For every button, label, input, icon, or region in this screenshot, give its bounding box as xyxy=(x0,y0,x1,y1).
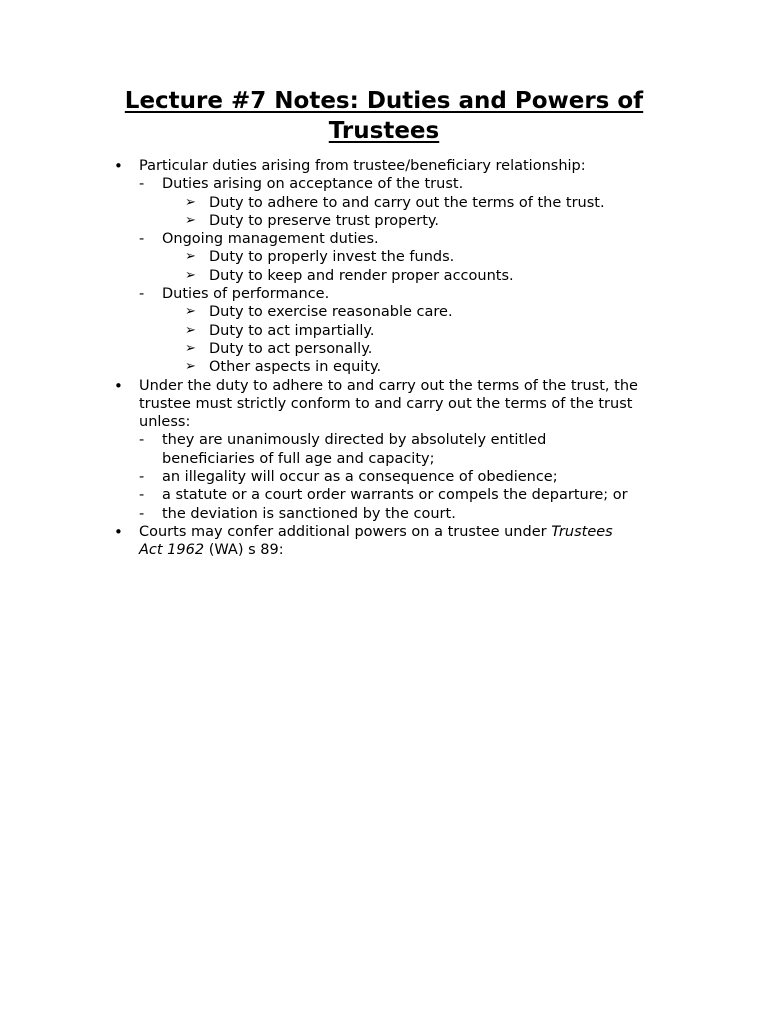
list-item-text: an illegality will occur as a consequence of obedience; xyxy=(162,469,558,486)
arrow-bullet-icon: ➢ xyxy=(185,267,196,283)
list-item-text: Duty to properly invest the funds. xyxy=(209,249,455,266)
list-item-text: a statute or a court order warrants or compels the departure; or xyxy=(162,487,628,504)
arrow-bullet-icon: ➢ xyxy=(185,359,196,375)
list-item xyxy=(0,358,768,376)
plain-text: (WA) s 89: xyxy=(204,542,284,559)
list-item xyxy=(0,468,768,486)
dash-marker: - xyxy=(139,286,145,303)
list-item-text: trustee must strictly conform to and carry out the terms of the trust xyxy=(139,395,633,412)
list-item xyxy=(0,194,768,212)
list-item-text: Under the duty to adhere to and carry out the terms of the trust, the xyxy=(139,377,638,394)
statute-name-italic: Act 1962 xyxy=(139,542,205,559)
list-item-text: the deviation is sanctioned by the court. xyxy=(162,505,456,522)
plain-text: Courts may confer additional powers on a trustee under xyxy=(139,523,552,540)
bullet-marker: • xyxy=(114,157,123,175)
dash-marker: - xyxy=(139,231,145,248)
list-item xyxy=(0,322,768,340)
list-item xyxy=(0,248,768,266)
arrow-bullet-icon: ➢ xyxy=(185,249,196,265)
notes-body xyxy=(0,157,768,560)
title-line-1: Lecture #7 Notes: Duties and Powers of xyxy=(124,88,644,114)
list-item-text: beneficiaries of full age and capacity; xyxy=(162,450,435,467)
list-item-text: Other aspects in equity. xyxy=(209,359,382,376)
list-item xyxy=(0,523,768,541)
list-item-text: Duties of performance. xyxy=(162,286,330,303)
title-line-2: Trustees xyxy=(328,118,440,144)
list-item-text: they are unanimously directed by absolutely entitled xyxy=(162,432,547,449)
list-item xyxy=(0,377,768,395)
list-item-continuation xyxy=(0,450,768,468)
list-item-text: Particular duties arising from trustee/beneficiary relationship: xyxy=(139,158,586,174)
list-item xyxy=(0,303,768,321)
arrow-bullet-icon: ➢ xyxy=(185,304,196,320)
list-item-continuation xyxy=(0,395,768,413)
list-item-text: Duty to exercise reasonable care. xyxy=(209,304,453,321)
list-item xyxy=(0,175,768,193)
list-item xyxy=(0,157,768,175)
arrow-bullet-icon: ➢ xyxy=(185,340,196,356)
list-item-text: Ongoing management duties. xyxy=(162,231,379,248)
list-item-text: Duty to keep and render proper accounts. xyxy=(209,267,514,284)
list-item-continuation xyxy=(0,413,768,431)
list-item xyxy=(0,486,768,504)
list-item-text: Duty to adhere to and carry out the terms of the trust. xyxy=(209,194,605,211)
bullet-marker: • xyxy=(114,376,123,395)
list-item xyxy=(0,340,768,358)
list-item-text: Duty to act personally. xyxy=(209,340,373,357)
list-item-text: Duties arising on acceptance of the trust. xyxy=(162,176,464,193)
dash-marker: - xyxy=(139,505,145,522)
dash-marker: - xyxy=(139,469,145,486)
bullet-marker: • xyxy=(114,522,123,541)
dash-marker: - xyxy=(139,432,145,449)
statute-name-italic: Trustees xyxy=(551,523,613,540)
list-item-text: Duty to act impartially. xyxy=(209,322,375,339)
list-item xyxy=(0,230,768,248)
page-title xyxy=(60,86,708,146)
dash-marker: - xyxy=(139,176,145,193)
list-item xyxy=(0,505,768,523)
arrow-bullet-icon: ➢ xyxy=(185,212,196,228)
list-item-text: Duty to preserve trust property. xyxy=(209,212,440,229)
arrow-bullet-icon: ➢ xyxy=(185,194,196,210)
list-item-continuation xyxy=(0,541,768,559)
list-item-text xyxy=(139,541,284,559)
dash-marker: - xyxy=(139,487,145,504)
list-item xyxy=(0,431,768,449)
list-item xyxy=(0,267,768,285)
list-item xyxy=(0,212,768,230)
arrow-bullet-icon: ➢ xyxy=(185,322,196,338)
list-item-text: unless: xyxy=(139,414,191,431)
list-item-text xyxy=(139,523,613,541)
list-item xyxy=(0,285,768,303)
